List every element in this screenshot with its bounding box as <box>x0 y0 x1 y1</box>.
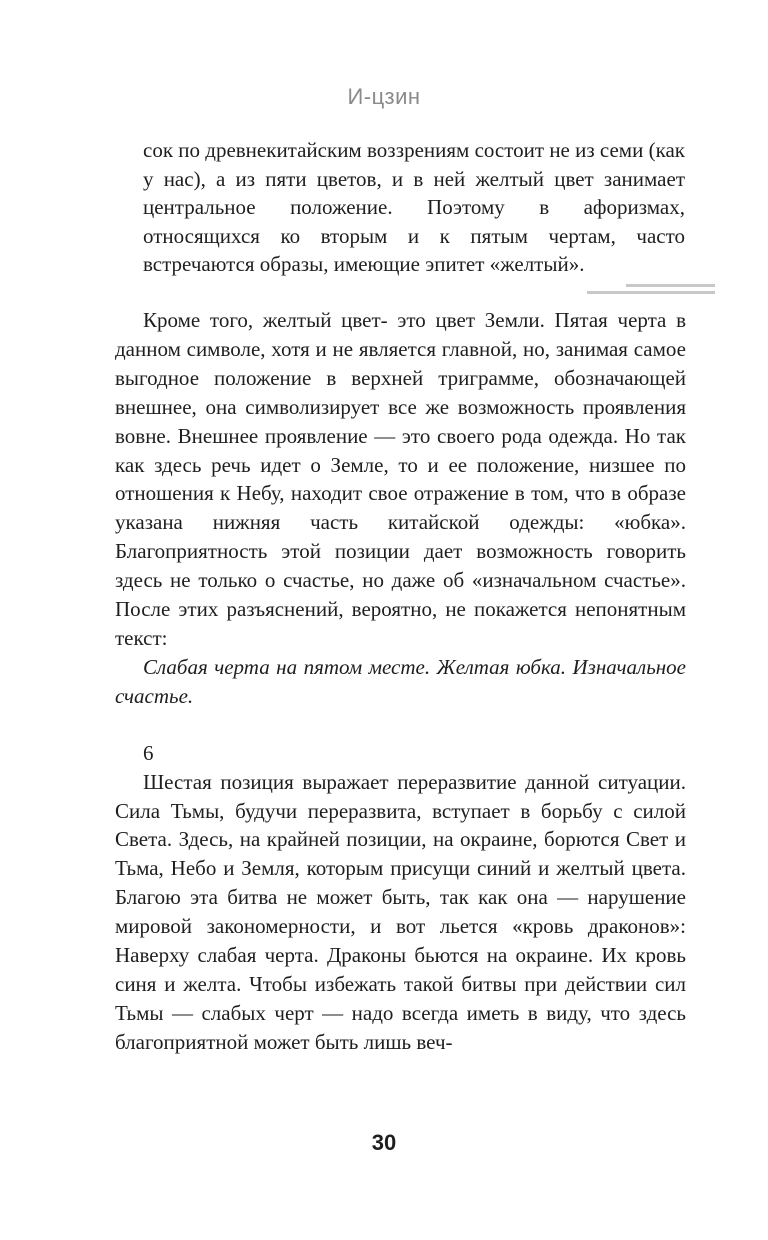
main-text <box>115 306 686 1057</box>
boxed-note-rule-bottom <box>587 291 715 294</box>
boxed-note-text: сок по древнекитайским воззрениям состоит не из семи (как у нас), а из пяти цветов, и в ней желтый цвет занимает центральное положение. Поэтому в афоризмах, относящихся ко вторым и к пятым чертам, часто встречаются образы, имеющие эпитет «желтый». <box>143 138 685 276</box>
boxed-note-rule-top <box>626 284 715 287</box>
running-head-title: И-цзин <box>347 84 421 109</box>
quote-fifth-line: Слабая черта на пятом месте. Желтая юбка. Изначальное счастье. <box>115 654 686 708</box>
paragraph-sixth-position: Шестая позиция выражает переразвитие данной ситуации. Сила Тьмы, будучи переразвита, вступает в борьбу с силой Света. Здесь, на крайней позиции, на окраине, борются Свет и Тьма, Небо и Земля, которым присущи синий и желтый цвета. Благою эта битва не может быть, так как она — нарушение мировой закономерности, и вот льется «кровь драконов»: Наверху слабая черта. Драконы бьются на окраине. Их кровь синя и желта. Чтобы избежать такой битвы при действии сил Тьмы — слабых черт — надо всегда иметь в виду, что здесь благоприятной может быть лишь веч- <box>115 769 686 1054</box>
paragraph-yellow-earth: Кроме того, желтый цвет- это цвет Земли. Пятая черта в данном символе, хотя и не является главной, но, занимая самое выгодное положение в верхней триграмме, обозначающей внешнее, она символизирует все же возможность проявления вовне. Внешнее проявление — это своего рода одежда. Но так как здесь речь идет о Земле, то и ее положение, низшее по отношения к Небу, находит свое отражение в том, что в образе указана нижняя часть китайской одежды: «юбка». Благоприятность этой позиции дает возможность говорить здесь не только о счастье, но даже об «изначальном счастье». После этих разъяснений, вероятно, не покажется непонятным текст: <box>115 308 686 650</box>
section-number: 6 <box>143 740 154 765</box>
page-number: 30 <box>371 1130 397 1155</box>
